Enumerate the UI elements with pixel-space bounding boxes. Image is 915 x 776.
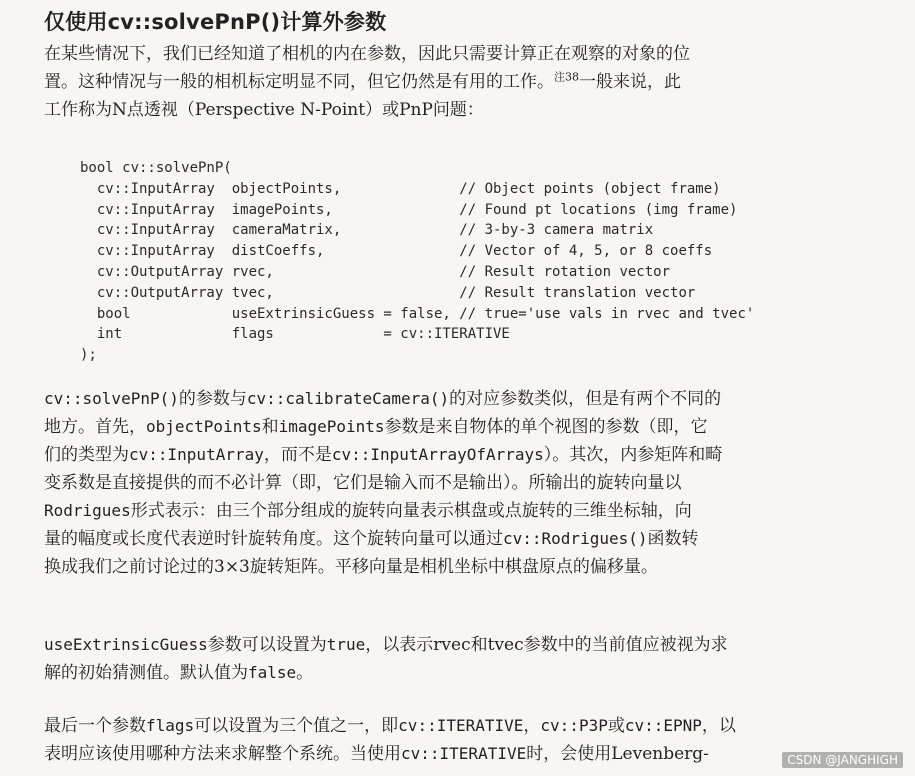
para2-text: 量的幅度或长度代表逆时针旋转角度。这个旋转向量可以通过 <box>44 529 503 549</box>
para4-text: ，以 <box>701 716 736 736</box>
para2-text: ）。其次，内参矩阵和畸 <box>543 445 723 465</box>
inline-code: true <box>326 635 366 654</box>
para4-text: 可以设置为三个值之一，即 <box>194 716 399 736</box>
para3-line-1 <box>44 631 844 659</box>
intro-paragraph <box>44 40 844 124</box>
para2-line-4: 变系数是直接提供的而不必计算（即，它们是输入而不是输出）。所输出的旋转向量以 <box>44 473 682 493</box>
para4-text: ， <box>523 716 541 736</box>
csdn-watermark: CSDN @JANGHIGH <box>782 752 903 768</box>
para2-text: 地方。首先， <box>44 417 146 437</box>
para2-text: 的参数与 <box>178 389 247 409</box>
inline-code: cv::ITERATIVE <box>401 744 527 763</box>
intro-line-2-text-b: 一般来说，此 <box>579 72 681 92</box>
para2-line-7: 换成我们之前讨论过的3×3旋转矩阵。平移向量是相机坐标中棋盘原点的偏移量。 <box>44 557 658 577</box>
inline-code: cv::ITERATIVE <box>398 716 524 735</box>
code-line: cv::InputArray cameraMatrix, // 3-by-3 camera matrix <box>80 222 654 239</box>
para2-line-5 <box>44 497 844 525</box>
para3-line-2 <box>44 659 844 687</box>
inline-code: cv::calibrateCamera() <box>246 389 450 408</box>
para2-line-2 <box>44 413 844 441</box>
params-paragraph <box>44 385 844 581</box>
inline-code: Rodrigues <box>44 501 131 520</box>
para2-line-3 <box>44 441 844 469</box>
para3-text: 解的初始猜测值。默认值为 <box>44 663 248 683</box>
para2-text: 和 <box>261 417 279 437</box>
guess-paragraph <box>44 631 844 687</box>
para2-text: ，而不是 <box>263 445 332 465</box>
para2-text: 的对应参数类似，但是有两个不同的 <box>449 389 722 409</box>
para4-text: 或 <box>607 716 625 736</box>
para4-text: 最后一个参数 <box>44 716 146 736</box>
inline-code: cv::solvePnP() <box>44 389 179 408</box>
flags-paragraph <box>44 712 844 768</box>
code-block <box>80 158 754 366</box>
code-line: bool useExtrinsicGuess = false, // true='use vals in rvec and tvec' <box>80 305 755 322</box>
intro-line-3: 工作称为N点透视（Perspective N-Point）或PnP问题： <box>44 100 484 120</box>
inline-code: cv::Rodrigues() <box>503 529 648 548</box>
section-heading: 仅使用cv::solvePnP()计算外参数 <box>44 10 387 34</box>
intro-line-2 <box>44 68 844 96</box>
para2-line-6 <box>44 525 844 553</box>
para4-line-1 <box>44 712 844 740</box>
para4-line-2 <box>44 740 844 768</box>
para3-text: ，以表示rvec和tvec参数中的当前值应被视为求 <box>365 635 728 655</box>
code-line: ); <box>80 347 97 364</box>
inline-code: imagePoints <box>278 417 385 436</box>
intro-line-2-text-a: 置。这种情况与一般的相机标定明显不同，但它仍然是有用的工作。 <box>44 72 554 92</box>
inline-code: useExtrinsicGuess <box>44 635 208 654</box>
code-line: cv::InputArray distCoeffs, // Vector of 4, 5, or 8 coeffs <box>80 243 713 260</box>
para2-line-1 <box>44 385 844 413</box>
code-line: int flags = cv::ITERATIVE <box>80 326 510 343</box>
code-line: cv::OutputArray tvec, // Result translation vector <box>80 284 696 301</box>
code-line: cv::InputArray objectPoints, // Object points (object frame) <box>80 180 721 197</box>
para4-text: 时，会使用Levenberg- <box>526 744 709 764</box>
para4-text: 表明应该使用哪种方法来求解整个系统。当使用 <box>44 744 401 764</box>
inline-code: objectPoints <box>146 417 262 436</box>
code-line: bool cv::solvePnP( <box>80 160 232 176</box>
para2-text: 形式表示：由三个部分组成的旋转向量表示棋盘或点旋转的三维坐标轴，向 <box>130 501 692 521</box>
para2-text: 参数是来自物体的单个视图的参数（即，它 <box>384 417 708 437</box>
intro-line-1: 在某些情况下，我们已经知道了相机的内在参数，因此只需要计算正在观察的对象的位 <box>44 44 690 64</box>
inline-code: cv::InputArrayOfArrays <box>331 445 544 464</box>
code-line: cv::OutputArray rvec, // Result rotation vector <box>80 263 671 280</box>
inline-code: cv::EPNP <box>624 716 702 735</box>
footnote-marker: 注38 <box>554 70 579 84</box>
para2-text: 们的类型为 <box>44 445 129 465</box>
inline-code: cv::InputArray <box>129 445 264 464</box>
para3-text: 。 <box>296 663 314 683</box>
inline-code: cv::P3P <box>540 716 608 735</box>
para3-text: 参数可以设置为 <box>207 635 327 655</box>
code-line: cv::InputArray imagePoints, // Found pt locations (img frame) <box>80 201 738 218</box>
inline-code: flags <box>146 716 195 735</box>
para2-text: 函数转 <box>647 529 699 549</box>
inline-code: false <box>248 663 297 682</box>
